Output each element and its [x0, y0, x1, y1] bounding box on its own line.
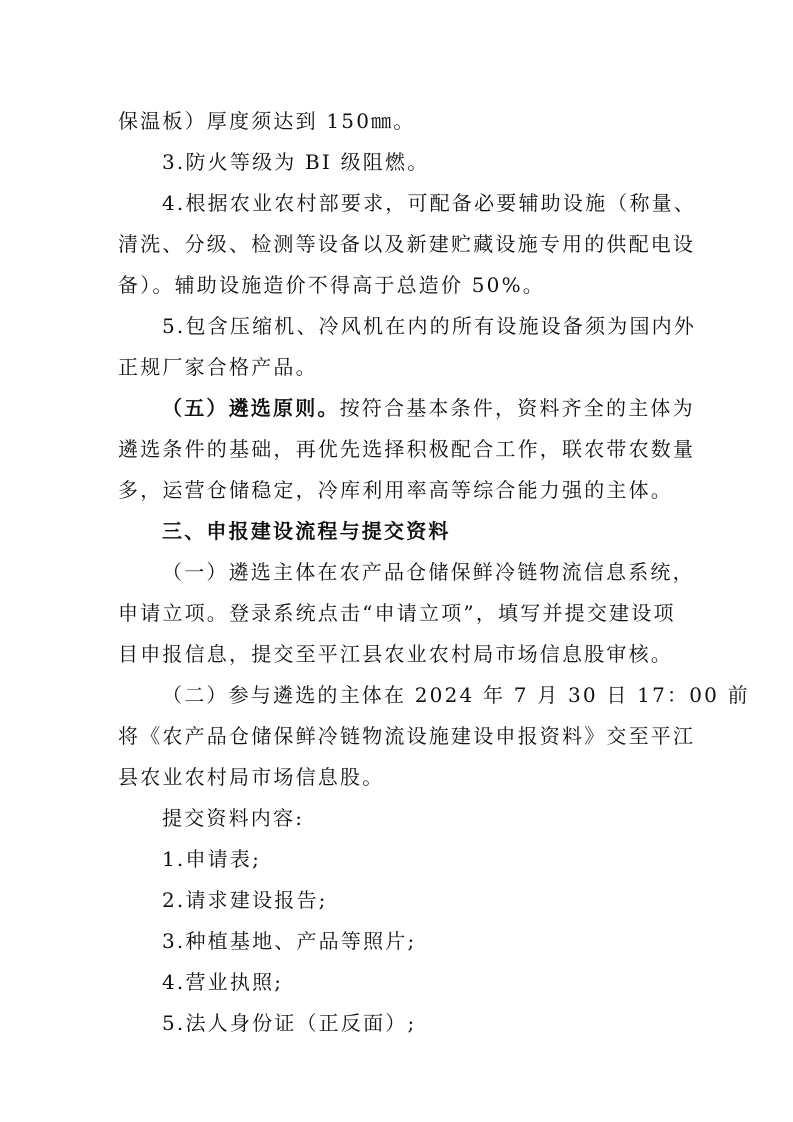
list-item: 5.法人身份证（正反面）;	[162, 1011, 417, 1035]
list-item: 4.营业执照;	[162, 970, 284, 994]
principle-label: （五）遴选原则。	[162, 396, 340, 420]
paragraph-line: 遴选条件的基础，再优先选择积极配合工作，联农带农数量	[118, 437, 696, 461]
principle-text: 按符合基本条件，资料齐全的主体为	[339, 396, 695, 420]
paragraph-line: 保温板）厚度须达到 150㎜。	[118, 109, 416, 133]
paragraph-line: 清洗、分级、检测等设备以及新建贮藏设施专用的供配电设	[118, 232, 696, 256]
paragraph-line: 申请立项。登录系统点击“申请立项”，填写并提交建设项	[118, 601, 676, 625]
section-heading: 三、申报建设流程与提交资料	[162, 519, 451, 543]
list-item: 2.请求建设报告;	[162, 888, 328, 912]
paragraph-line: 正规厂家合格产品。	[118, 355, 318, 379]
paragraph-line: 4.根据农业农村部要求，可配备必要辅助设施（称量、	[162, 191, 697, 215]
paragraph-line: 目申报信息，提交至平江县农业农村局市场信息股审核。	[118, 642, 673, 666]
paragraph-line: 县农业农村局市场信息股。	[118, 765, 385, 789]
principle-line	[162, 395, 695, 421]
paragraph-line: 多，运营仓储稳定，冷库利用率高等综合能力强的主体。	[118, 478, 673, 502]
paragraph-line: 提交资料内容:	[162, 806, 305, 830]
list-item: 1.申请表;	[162, 847, 262, 871]
paragraph-line: （一）遴选主体在农产品仓储保鲜冷链物流信息系统，	[162, 560, 695, 584]
list-item: 3.种植基地、产品等照片;	[162, 929, 417, 953]
paragraph-line: 备）。辅助设施造价不得高于总造价 50%。	[118, 273, 546, 297]
paragraph-line: 3.防火等级为 BI 级阻燃。	[162, 150, 430, 174]
paragraph-line: （二）参与遴选的主体在 2024 年 7 月 30 日 17：00 前	[162, 683, 750, 707]
paragraph-line: 将《农产品仓储保鲜冷链物流设施建设申报资料》交至平江	[118, 724, 696, 748]
paragraph-line: 5.包含压缩机、冷风机在内的所有设施设备须为国内外	[162, 314, 697, 338]
